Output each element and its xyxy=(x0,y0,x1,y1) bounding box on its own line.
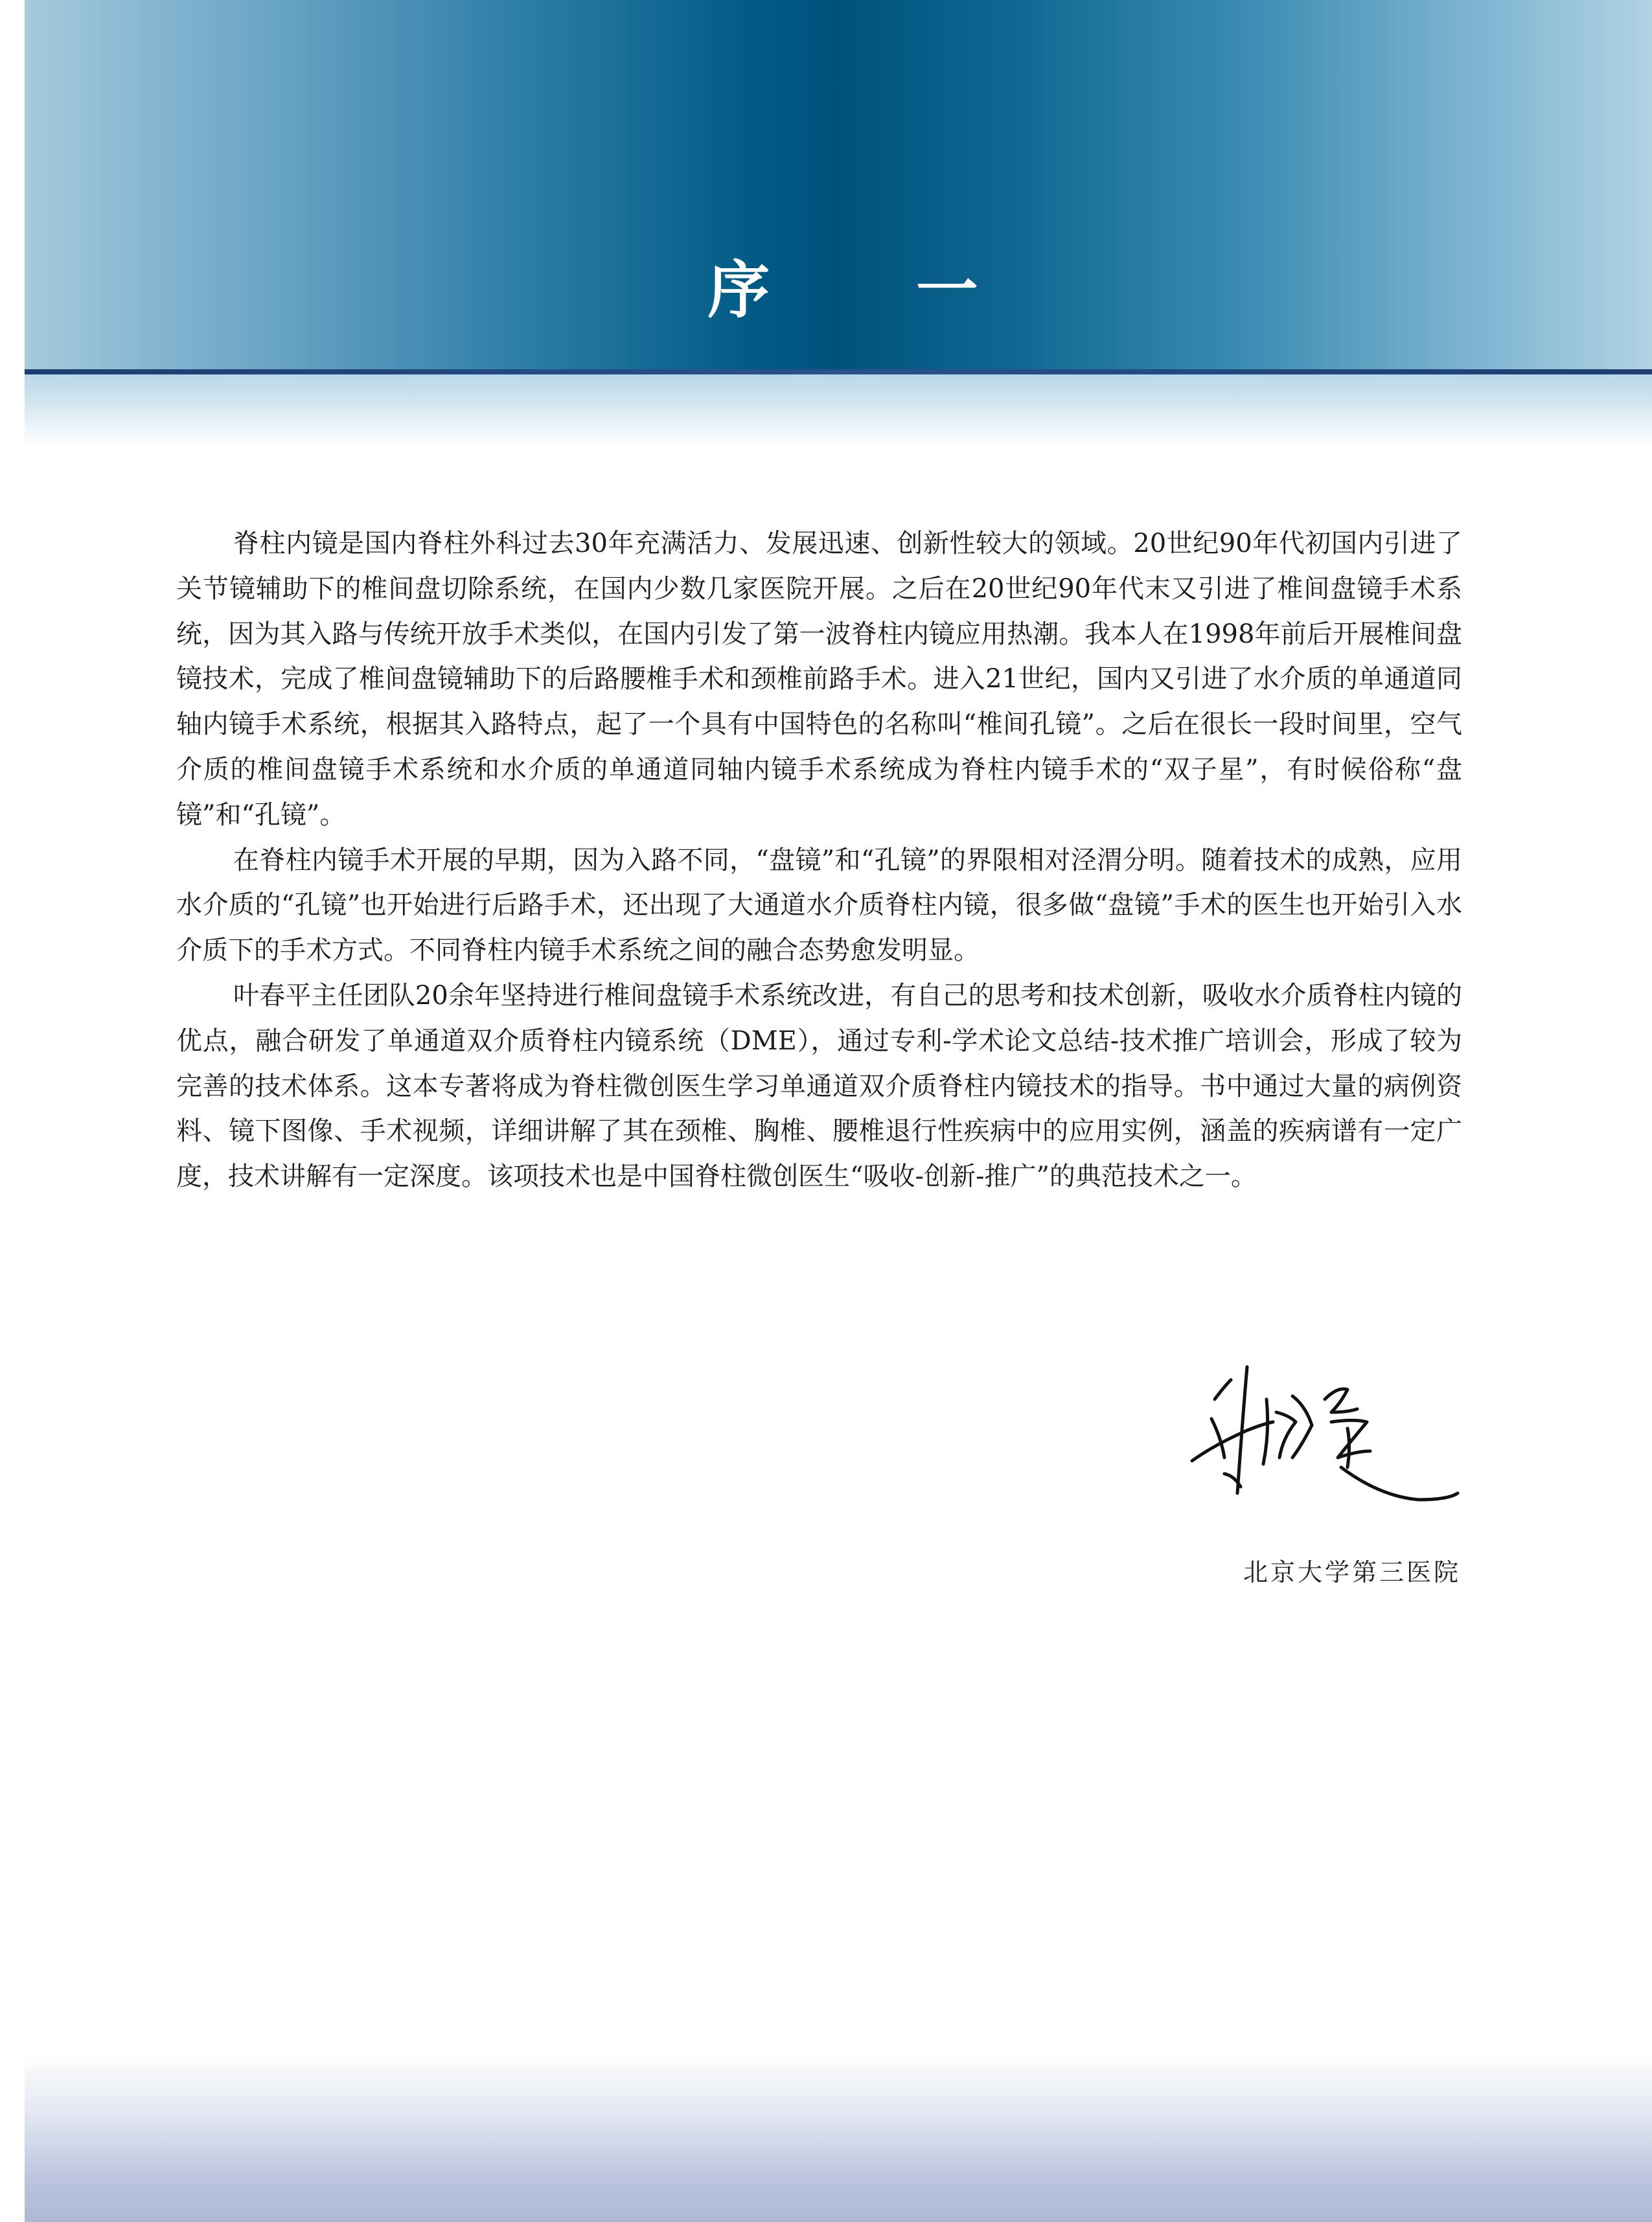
handwritten-signature xyxy=(1186,1360,1464,1545)
paragraph: 在脊柱内镜手术开展的早期，因为入路不同，“盘镜”和“孔镜”的界限相对泾渭分明。随着技术的成熟，应用水介质的“孔镜”也开始进行后路手术，还出现了大通道水介质脊柱内镜，很多做“盘镜”手术的医生也开始引入水介质下的手术方式。不同脊柱内镜手术系统之间的融合态势愈发明显。 xyxy=(176,845,1462,966)
preface-body xyxy=(176,521,1462,1200)
footer-band xyxy=(0,2054,1652,2222)
paragraph: 脊柱内镜是国内脊柱外科过去30年充满活力、发展迅速、创新性较大的领域。20世纪90年代初国内引进了关节镜辅助下的椎间盘切除系统，在国内少数几家医院开展。之后在20世纪90年代末又引进了椎间盘镜手术系统，因为其入路与传统开放手术类似，在国内引发了第一波脊柱内镜应用热潮。我本人在1998年前后开展椎间盘镜技术，完成了椎间盘镜辅助下的后路腰椎手术和颈椎前路手术。进入21世纪，国内又引进了水介质的单通道同轴内镜手术系统，根据其入路特点，起了一个具有中国特色的名称叫“椎间孔镜”。之后在很长一段时间里，空气介质的椎间盘镜手术系统和水介质的单通道同轴内镜手术系统成为脊柱内镜手术的“双子星”，有时候俗称“盘镜”和“孔镜”。 xyxy=(176,529,1462,830)
header-fade xyxy=(25,374,1652,446)
affiliation: 北京大学第三医院 xyxy=(1243,1558,1461,1586)
page-title: 序 一 xyxy=(707,254,1040,326)
paragraph: 叶春平主任团队20余年坚持进行椎间盘镜手术系统改进，有自己的思考和技术创新，吸收水介质脊柱内镜的优点，融合研发了单通道双介质脊柱内镜系统（DME），通过专利-学术论文总结-技术推广培训会，形成了较为完善的技术体系。这本专著将成为脊柱微创医生学习单通道双介质脊柱内镜技术的指导。书中通过大量的病例资料、镜下图像、手术视频，详细讲解了其在颈椎、胸椎、腰椎退行性疾病中的应用实例，涵盖的疾病谱有一定广度，技术讲解有一定深度。该项技术也是中国脊柱微创医生“吸收-创新-推广”的典范技术之一。 xyxy=(176,980,1462,1192)
header-rule xyxy=(25,369,1652,374)
page-left-margin xyxy=(0,0,25,2222)
